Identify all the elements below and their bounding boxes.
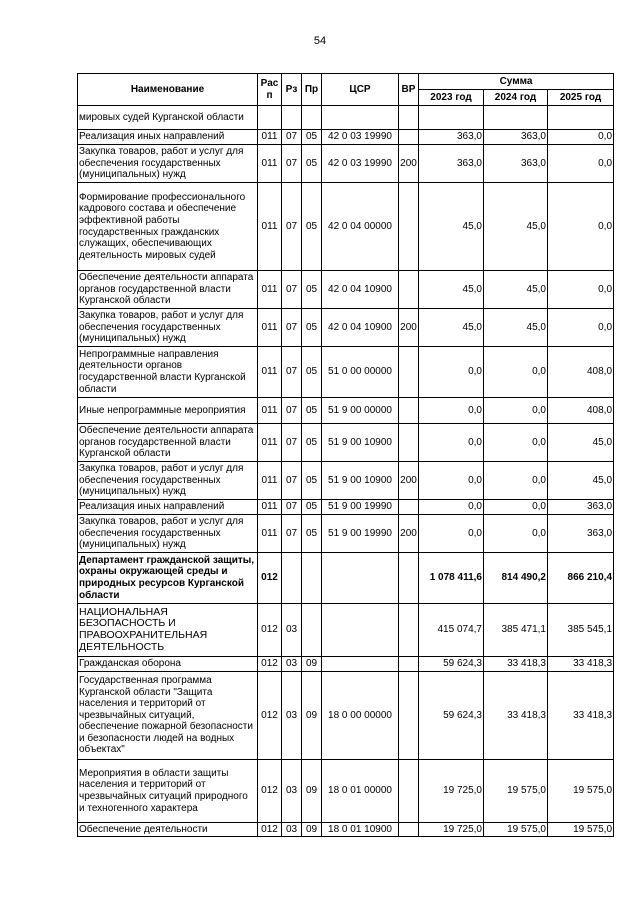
header-name: Наименование — [78, 74, 258, 106]
cell-vr — [399, 183, 419, 271]
cell-ras: 011 — [258, 347, 282, 398]
cell-vr — [399, 398, 419, 424]
cell-2024: 45,0 — [484, 309, 548, 347]
cell-ras: 012 — [258, 553, 282, 604]
cell-2024: 363,0 — [484, 130, 548, 145]
cell-csr: 51 9 00 10900 — [322, 424, 399, 462]
cell-ras: 011 — [258, 130, 282, 145]
cell-csr: 42 0 03 19990 — [322, 130, 399, 145]
cell-ras: 012 — [258, 823, 282, 837]
cell-name: Закупка товаров, работ и услуг для обеспечения государственных (муниципальных) нужд — [78, 462, 258, 500]
cell-2025: 0,0 — [548, 183, 614, 271]
cell-pr: 09 — [302, 823, 322, 837]
cell-name: Иные непрограммные мероприятия — [78, 398, 258, 424]
cell-2023: 59 624,3 — [419, 672, 484, 760]
cell-ras — [258, 106, 282, 130]
cell-2023 — [419, 106, 484, 130]
cell-2023: 415 074,7 — [419, 604, 484, 657]
cell-2023: 0,0 — [419, 462, 484, 500]
cell-name: Непрограммные направления деятельности органов государственной власти Курганской области — [78, 347, 258, 398]
cell-vr — [399, 604, 419, 657]
cell-name: НАЦИОНАЛЬНАЯ БЕЗОПАСНОСТЬ И ПРАВООХРАНИТЕЛЬНАЯ ДЕЯТЕЛЬНОСТЬ — [78, 604, 258, 657]
cell-pr: 05 — [302, 398, 322, 424]
cell-2025: 408,0 — [548, 347, 614, 398]
cell-2023: 45,0 — [419, 271, 484, 309]
cell-ras: 012 — [258, 760, 282, 823]
cell-2025: 363,0 — [548, 500, 614, 515]
cell-rz — [282, 106, 302, 130]
cell-pr — [302, 106, 322, 130]
table-row — [78, 760, 614, 823]
cell-2023: 363,0 — [419, 130, 484, 145]
header-year-2024: 2024 год — [484, 90, 548, 106]
cell-2025: 0,0 — [548, 309, 614, 347]
table-row — [78, 462, 614, 500]
cell-rz: 07 — [282, 515, 302, 553]
table-body — [78, 106, 614, 837]
cell-pr: 05 — [302, 145, 322, 183]
cell-csr: 18 0 01 00000 — [322, 760, 399, 823]
cell-vr — [399, 130, 419, 145]
cell-vr — [399, 657, 419, 672]
cell-2025 — [548, 106, 614, 130]
cell-2024: 0,0 — [484, 398, 548, 424]
cell-2025: 45,0 — [548, 424, 614, 462]
cell-rz: 07 — [282, 500, 302, 515]
table-row — [78, 672, 614, 760]
table-row — [78, 309, 614, 347]
cell-name: мировых судей Курганской области — [78, 106, 258, 130]
header-vr: ВР — [399, 74, 419, 106]
cell-2023: 0,0 — [419, 500, 484, 515]
cell-2025: 385 545,1 — [548, 604, 614, 657]
table-row — [78, 398, 614, 424]
cell-name: Государственная программа Курганской области "Защита населения и территорий от чрезвычайных ситуаций, обеспечение пожарной безопасности и безопасности людей на водных объектах" — [78, 672, 258, 760]
cell-2024: 0,0 — [484, 424, 548, 462]
cell-csr: 51 9 00 19990 — [322, 515, 399, 553]
cell-2025: 0,0 — [548, 130, 614, 145]
cell-2024: 0,0 — [484, 500, 548, 515]
cell-ras: 011 — [258, 515, 282, 553]
cell-ras: 012 — [258, 657, 282, 672]
cell-2023: 0,0 — [419, 424, 484, 462]
cell-csr: 42 0 04 10900 — [322, 309, 399, 347]
cell-name: Формирование профессионального кадрового состава и обеспечение эффективной работы государственных гражданских служащих, обеспечивающих деятельность мировых судей — [78, 183, 258, 271]
cell-vr — [399, 106, 419, 130]
cell-csr: 42 0 04 00000 — [322, 183, 399, 271]
cell-2024: 33 418,3 — [484, 672, 548, 760]
cell-2025: 408,0 — [548, 398, 614, 424]
cell-2024: 363,0 — [484, 145, 548, 183]
cell-vr: 200 — [399, 515, 419, 553]
cell-vr: 200 — [399, 309, 419, 347]
cell-2023: 45,0 — [419, 309, 484, 347]
cell-vr: 200 — [399, 145, 419, 183]
cell-name: Реализация иных направлений — [78, 130, 258, 145]
table-row — [78, 823, 614, 837]
cell-csr: 42 0 04 10900 — [322, 271, 399, 309]
cell-2024: 0,0 — [484, 462, 548, 500]
cell-name: Закупка товаров, работ и услуг для обеспечения государственных (муниципальных) нужд — [78, 309, 258, 347]
cell-2023: 0,0 — [419, 347, 484, 398]
table-row — [78, 145, 614, 183]
table-row — [78, 604, 614, 657]
cell-csr: 18 0 01 10900 — [322, 823, 399, 837]
cell-pr: 05 — [302, 500, 322, 515]
cell-2024: 19 575,0 — [484, 760, 548, 823]
cell-name: Обеспечение деятельности аппарата органов государственной власти Курганской области — [78, 424, 258, 462]
budget-table — [77, 73, 614, 837]
cell-2025: 33 418,3 — [548, 672, 614, 760]
cell-name: Обеспечение деятельности аппарата органов государственной власти Курганской области — [78, 271, 258, 309]
table-row — [78, 657, 614, 672]
cell-pr: 09 — [302, 672, 322, 760]
cell-pr — [302, 553, 322, 604]
cell-rz: 07 — [282, 424, 302, 462]
cell-ras: 011 — [258, 309, 282, 347]
cell-vr — [399, 760, 419, 823]
cell-2024: 45,0 — [484, 271, 548, 309]
cell-2024 — [484, 106, 548, 130]
cell-csr — [322, 657, 399, 672]
cell-2024: 33 418,3 — [484, 657, 548, 672]
cell-rz: 03 — [282, 672, 302, 760]
cell-csr: 51 0 00 00000 — [322, 347, 399, 398]
header-year-2025: 2025 год — [548, 90, 614, 106]
cell-csr: 51 9 00 19990 — [322, 500, 399, 515]
cell-name: Реализация иных направлений — [78, 500, 258, 515]
cell-pr: 05 — [302, 183, 322, 271]
header-sum: Сумма — [419, 74, 614, 90]
cell-rz: 07 — [282, 347, 302, 398]
cell-2024: 19 575,0 — [484, 823, 548, 837]
cell-2024: 814 490,2 — [484, 553, 548, 604]
cell-pr: 05 — [302, 462, 322, 500]
table-row — [78, 183, 614, 271]
table-row — [78, 424, 614, 462]
cell-2025: 19 575,0 — [548, 823, 614, 837]
cell-vr: 200 — [399, 462, 419, 500]
cell-ras: 011 — [258, 271, 282, 309]
cell-2023: 45,0 — [419, 183, 484, 271]
cell-rz: 03 — [282, 823, 302, 837]
cell-pr: 05 — [302, 515, 322, 553]
cell-rz: 07 — [282, 145, 302, 183]
cell-vr — [399, 271, 419, 309]
cell-rz: 07 — [282, 271, 302, 309]
header-csr: ЦСР — [322, 74, 399, 106]
cell-2024: 0,0 — [484, 347, 548, 398]
cell-2025: 866 210,4 — [548, 553, 614, 604]
cell-csr: 18 0 00 00000 — [322, 672, 399, 760]
cell-pr: 05 — [302, 271, 322, 309]
cell-name: Обеспечение деятельности — [78, 823, 258, 837]
cell-vr — [399, 672, 419, 760]
cell-vr — [399, 500, 419, 515]
cell-vr — [399, 823, 419, 837]
cell-ras: 011 — [258, 183, 282, 271]
cell-name: Гражданская оборона — [78, 657, 258, 672]
cell-csr: 42 0 03 19990 — [322, 145, 399, 183]
cell-2023: 0,0 — [419, 398, 484, 424]
table-row — [78, 106, 614, 130]
cell-2025: 0,0 — [548, 271, 614, 309]
cell-csr — [322, 553, 399, 604]
cell-name: Закупка товаров, работ и услуг для обеспечения государственных (муниципальных) нужд — [78, 145, 258, 183]
cell-pr: 05 — [302, 130, 322, 145]
cell-2023: 1 078 411,6 — [419, 553, 484, 604]
cell-2023: 19 725,0 — [419, 760, 484, 823]
cell-csr — [322, 106, 399, 130]
cell-pr: 09 — [302, 657, 322, 672]
cell-csr: 51 9 00 10900 — [322, 462, 399, 500]
cell-vr — [399, 347, 419, 398]
cell-ras: 012 — [258, 604, 282, 657]
cell-rz: 03 — [282, 657, 302, 672]
cell-rz: 03 — [282, 760, 302, 823]
cell-2023: 363,0 — [419, 145, 484, 183]
cell-pr: 05 — [302, 347, 322, 398]
cell-rz: 07 — [282, 309, 302, 347]
cell-2025: 45,0 — [548, 462, 614, 500]
cell-2024: 0,0 — [484, 515, 548, 553]
table-row — [78, 515, 614, 553]
cell-name: Закупка товаров, работ и услуг для обеспечения государственных (муниципальных) нужд — [78, 515, 258, 553]
page-number: 54 — [313, 35, 327, 47]
cell-rz: 07 — [282, 183, 302, 271]
cell-pr: 05 — [302, 424, 322, 462]
cell-rz: 07 — [282, 130, 302, 145]
cell-name: Мероприятия в области защиты населения и территорий от чрезвычайных ситуаций природного и техногенного характера — [78, 760, 258, 823]
header-rz: Рз — [282, 74, 302, 106]
cell-vr — [399, 424, 419, 462]
cell-pr: 09 — [302, 760, 322, 823]
cell-2023: 59 624,3 — [419, 657, 484, 672]
cell-2025: 19 575,0 — [548, 760, 614, 823]
cell-pr: 05 — [302, 309, 322, 347]
cell-2023: 0,0 — [419, 515, 484, 553]
cell-name: Департамент гражданской защиты, охраны окружающей среды и природных ресурсов Курганской области — [78, 553, 258, 604]
cell-2025: 0,0 — [548, 145, 614, 183]
table-row — [78, 500, 614, 515]
cell-rz — [282, 553, 302, 604]
cell-2025: 363,0 — [548, 515, 614, 553]
cell-ras: 011 — [258, 145, 282, 183]
cell-ras: 011 — [258, 462, 282, 500]
header-ras: Рас п — [258, 74, 282, 106]
cell-rz: 03 — [282, 604, 302, 657]
cell-2025: 33 418,3 — [548, 657, 614, 672]
cell-pr — [302, 604, 322, 657]
cell-rz: 07 — [282, 462, 302, 500]
cell-ras: 011 — [258, 500, 282, 515]
cell-2024: 45,0 — [484, 183, 548, 271]
cell-ras: 011 — [258, 424, 282, 462]
cell-ras: 012 — [258, 672, 282, 760]
cell-csr: 51 9 00 00000 — [322, 398, 399, 424]
table-row — [78, 271, 614, 309]
cell-ras: 011 — [258, 398, 282, 424]
header-year-2023: 2023 год — [419, 90, 484, 106]
cell-2023: 19 725,0 — [419, 823, 484, 837]
table-row — [78, 347, 614, 398]
cell-csr — [322, 604, 399, 657]
table-row — [78, 130, 614, 145]
cell-vr — [399, 553, 419, 604]
cell-2024: 385 471,1 — [484, 604, 548, 657]
table-row — [78, 553, 614, 604]
header-pr: Пр — [302, 74, 322, 106]
cell-rz: 07 — [282, 398, 302, 424]
